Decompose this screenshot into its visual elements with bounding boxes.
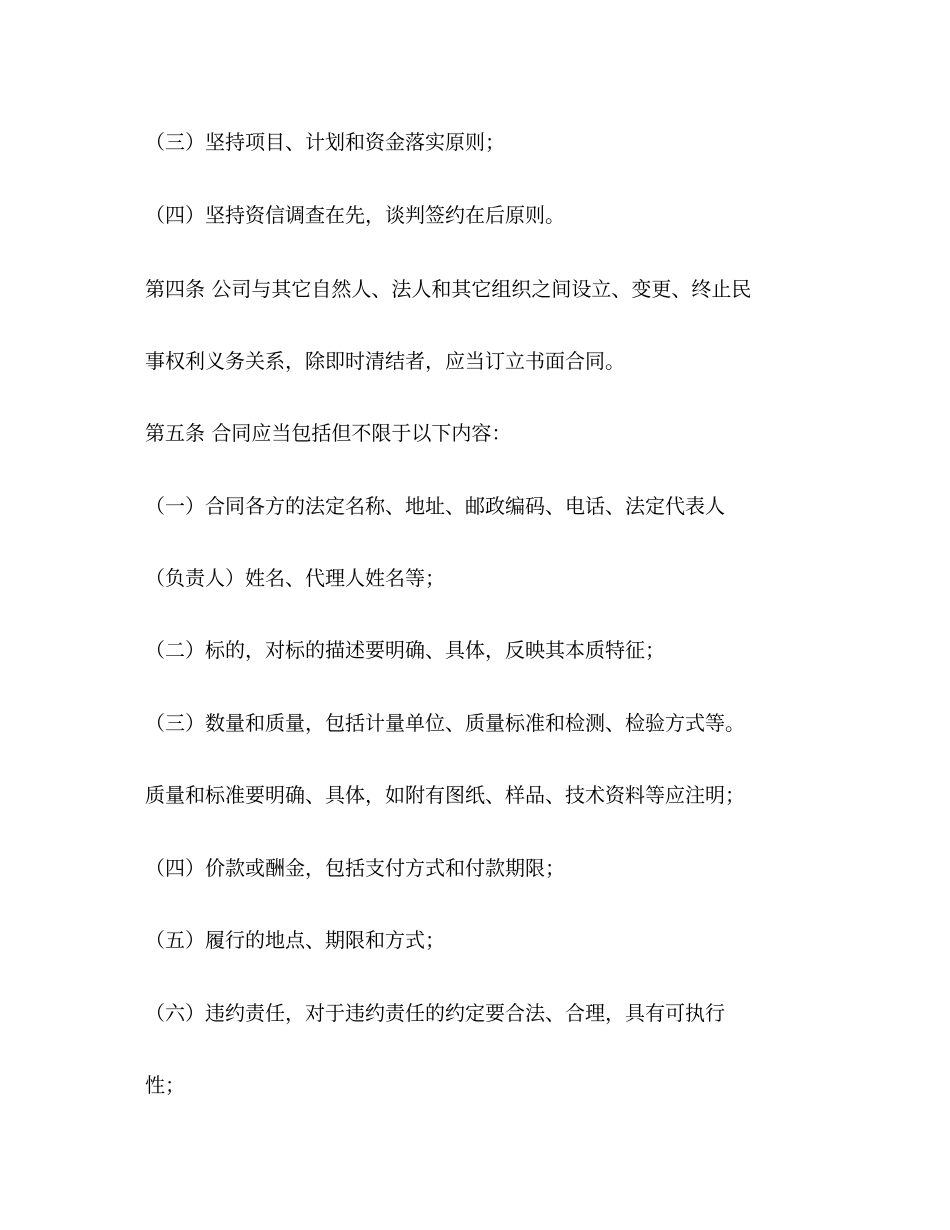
text-line: （三）数量和质量，包括计量单位、质量标准和检测、检验方式等。 xyxy=(145,711,745,735)
text-line: （一）合同各方的法定名称、地址、邮政编码、电话、法定代表人 xyxy=(145,494,725,518)
text-line: （四）坚持资信调查在先，谈判签约在后原则。 xyxy=(145,203,565,227)
text-line: （五）履行的地点、期限和方式； xyxy=(145,928,445,952)
text-line: （六）违约责任，对于违约责任的约定要合法、合理，具有可执行 xyxy=(145,1001,725,1025)
text-line: （三）坚持项目、计划和资金落实原则； xyxy=(145,130,505,154)
text-line: 性； xyxy=(145,1073,185,1097)
text-line: （二）标的，对标的描述要明确、具体，反映其本质特征； xyxy=(145,638,665,662)
text-line: 事权利义务关系，除即时清结者，应当订立书面合同。 xyxy=(145,349,625,373)
text-line: 第五条 合同应当包括但不限于以下内容： xyxy=(145,421,512,445)
text-line: （负责人）姓名、代理人姓名等； xyxy=(145,566,445,590)
text-line: （四）价款或酬金，包括支付方式和付款期限； xyxy=(145,856,565,880)
text-line: 第四条 公司与其它自然人、法人和其它组织之间设立、变更、终止民 xyxy=(145,277,752,301)
text-line: 质量和标准要明确、具体，如附有图纸、样品、技术资料等应注明； xyxy=(145,783,745,807)
